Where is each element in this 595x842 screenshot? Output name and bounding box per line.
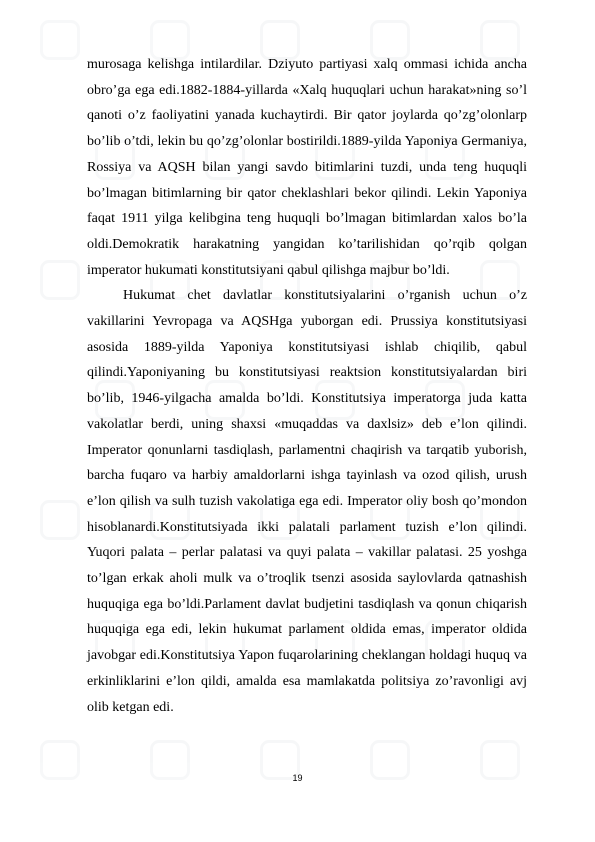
paragraph-1: murosaga kelishga intilardilar. Dziyuto partiyasi xalq ommasi ichida ancha obro’ga ega edi.1882-1884-yillarda «Xalq huquqlari uchun harakat»ning so’l qanoti o’z faoliyatini yanada kuchaytirdi. Bir qator joylarda qo’zg’olonlarp bo’lib o’tdi, lekin bu qo’zg’olonlar bostirildi.1889-yilda Yaponiya Germaniya, Rossiya va AQSH bilan yangi savdo bitimlarini tuzdi, unda teng huquqli bo’lmagan bitimlarning bir qator cheklashlari bekor qilindi. Lekin Yaponiya faqat 1911 yilga kelibgina teng huquqli bo’lmagan bitimlardan xalos bo’la oldi.Demokratik harakatning yangidan ko’tarilishidan qo’rqib qolgan imperator hukumati konstitutsiyani qabul qilishga majbur bo’ldi.: [87, 57, 527, 278]
page-body: [87, 52, 527, 720]
page-number: 19: [292, 773, 303, 783]
paragraph-2: Hukumat chet davlatlar konstitutsiyalarini o’rganish uchun o’z vakillarini Yevropaga va AQSHga yuborgan edi. Prussiya konstitutsiyasi asosida 1889-yilda Yaponiya konstitutsiyasi ishlab chiqilib, qabul qilindi.Yaponiyaning bu konstitutsiyasi reaktsion konstitutsiyalardan biri bo’lib, 1946-yilgacha amalda bo’ldi. Konstitutsiya imperatorga juda katta vakolatlar berdi, uning shaxsi «muqaddas va daxlsiz» deb e’lon qilindi. Imperator qonunlarni tasdiqlash, parlamentni chaqirish va tarqatib yuborish, barcha fuqaro va harbiy amaldorlarni ishga tayinlash va ozod qilish, urush e’lon qilish va sulh tuzish vakolatiga ega edi. Imperator oliy bosh qo’mondon hisoblanardi.Konstitutsiyada ikki palatali parlament tuzish e’lon qilindi. Yuqori palata – perlar palatasi va quyi palata – vakillar palatasi. 25 yoshga to’lgan erkak aholi mulk va o’troqlik tsenzi asosida saylovlarda qatnashish huquqiga ega bo’ldi.Parlament davlat budjetini tasdiqlash va qonun chiqarish huquqiga ega edi, lekin hukumat parlament oldida emas, imperator oldida javobgar edi.Konstitutsiya Yapon fuqarolarining cheklangan holdagi huquq va erkinliklarini e’lon qildi, amalda esa mamlakatda politsiya zo’ravonligi avj olib ketgan edi.: [87, 288, 527, 715]
